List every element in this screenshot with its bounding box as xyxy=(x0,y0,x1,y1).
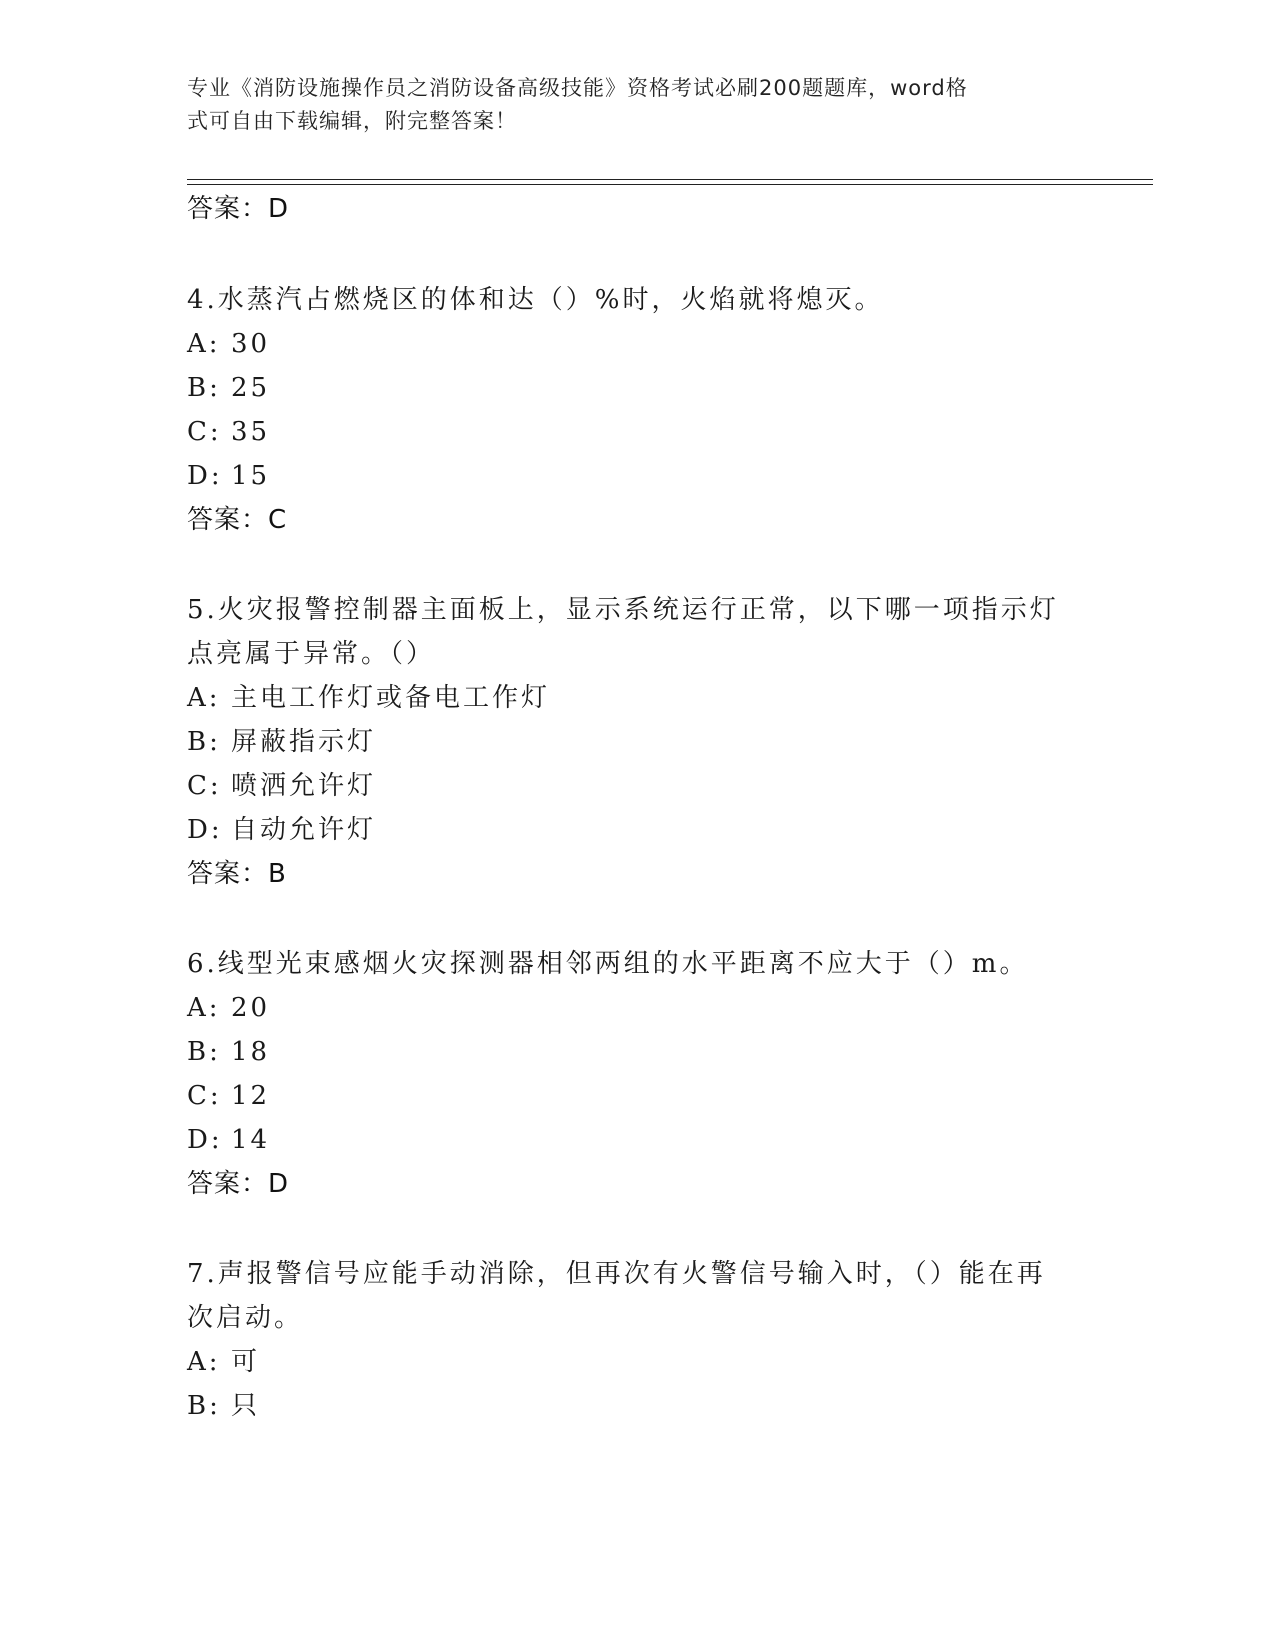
question-stem: 7.声报警信号应能手动消除，但再次有火警信号输入时，（）能在再 xyxy=(187,1259,1046,1289)
option-key: D: xyxy=(187,461,223,491)
question-stem: 5.火灾报警控制器主面板上，显示系统运行正常，以下哪一项指示灯 xyxy=(187,595,1059,625)
header-divider-bottom xyxy=(187,184,1153,185)
option-text: 屏蔽指示灯 xyxy=(231,727,377,757)
option-d xyxy=(187,813,376,847)
answer-line: 答案：B xyxy=(187,859,287,889)
option-text: 20 xyxy=(231,993,271,1023)
option-text: 15 xyxy=(231,461,271,491)
option-text: 可 xyxy=(231,1347,261,1377)
option-b xyxy=(187,371,270,405)
option-text: 只 xyxy=(231,1391,261,1421)
option-text: 30 xyxy=(231,329,271,359)
option-text: 35 xyxy=(231,417,271,447)
option-text: 25 xyxy=(231,373,271,403)
option-key: B: xyxy=(187,373,221,403)
answer-line: 答案：C xyxy=(187,505,288,535)
option-key: C: xyxy=(187,771,222,801)
option-key: A: xyxy=(187,683,221,713)
answer-line: 答案：D xyxy=(187,194,290,224)
option-b xyxy=(187,725,376,759)
option-key: B: xyxy=(187,727,221,757)
option-text: 自动允许灯 xyxy=(231,815,377,845)
option-d xyxy=(187,459,270,493)
option-key: C: xyxy=(187,1081,222,1111)
option-key: B: xyxy=(187,1037,221,1067)
option-a xyxy=(187,991,270,1025)
option-text: 12 xyxy=(231,1081,271,1111)
question-stem: 6.线型光束感烟火灾探测器相邻两组的水平距离不应大于（）m。 xyxy=(187,949,1029,979)
option-d xyxy=(187,1123,270,1157)
option-a xyxy=(187,327,270,361)
header-line-2: 式可自由下载编辑，附完整答案！ xyxy=(187,109,517,133)
option-text: 18 xyxy=(231,1037,271,1067)
option-key: A: xyxy=(187,329,221,359)
option-b xyxy=(187,1389,260,1423)
answer-line: 答案：D xyxy=(187,1169,290,1199)
option-c xyxy=(187,1079,270,1113)
option-key: A: xyxy=(187,993,221,1023)
option-key: C: xyxy=(187,417,222,447)
option-text: 喷洒允许灯 xyxy=(231,771,377,801)
option-key: D: xyxy=(187,1125,223,1155)
option-c xyxy=(187,769,376,803)
header-line-1: 专业《消防设施操作员之消防设备高级技能》资格考试必刷200题题库，word格 xyxy=(187,76,968,100)
question-stem-continued: 点亮属于异常。（） xyxy=(187,639,436,669)
option-text: 主电工作灯或备电工作灯 xyxy=(231,683,551,713)
option-b xyxy=(187,1035,270,1069)
option-text: 14 xyxy=(231,1125,271,1155)
question-stem: 4.水蒸汽占燃烧区的体和达（）%时，火焰就将熄灭。 xyxy=(187,285,884,315)
option-a xyxy=(187,681,550,715)
header-divider-top xyxy=(187,179,1153,180)
option-key: D: xyxy=(187,815,223,845)
option-a xyxy=(187,1345,260,1379)
document-header xyxy=(187,72,1067,138)
option-key: A: xyxy=(187,1347,221,1377)
option-key: B: xyxy=(187,1391,221,1421)
question-stem-continued: 次启动。 xyxy=(187,1303,304,1333)
option-c xyxy=(187,415,270,449)
